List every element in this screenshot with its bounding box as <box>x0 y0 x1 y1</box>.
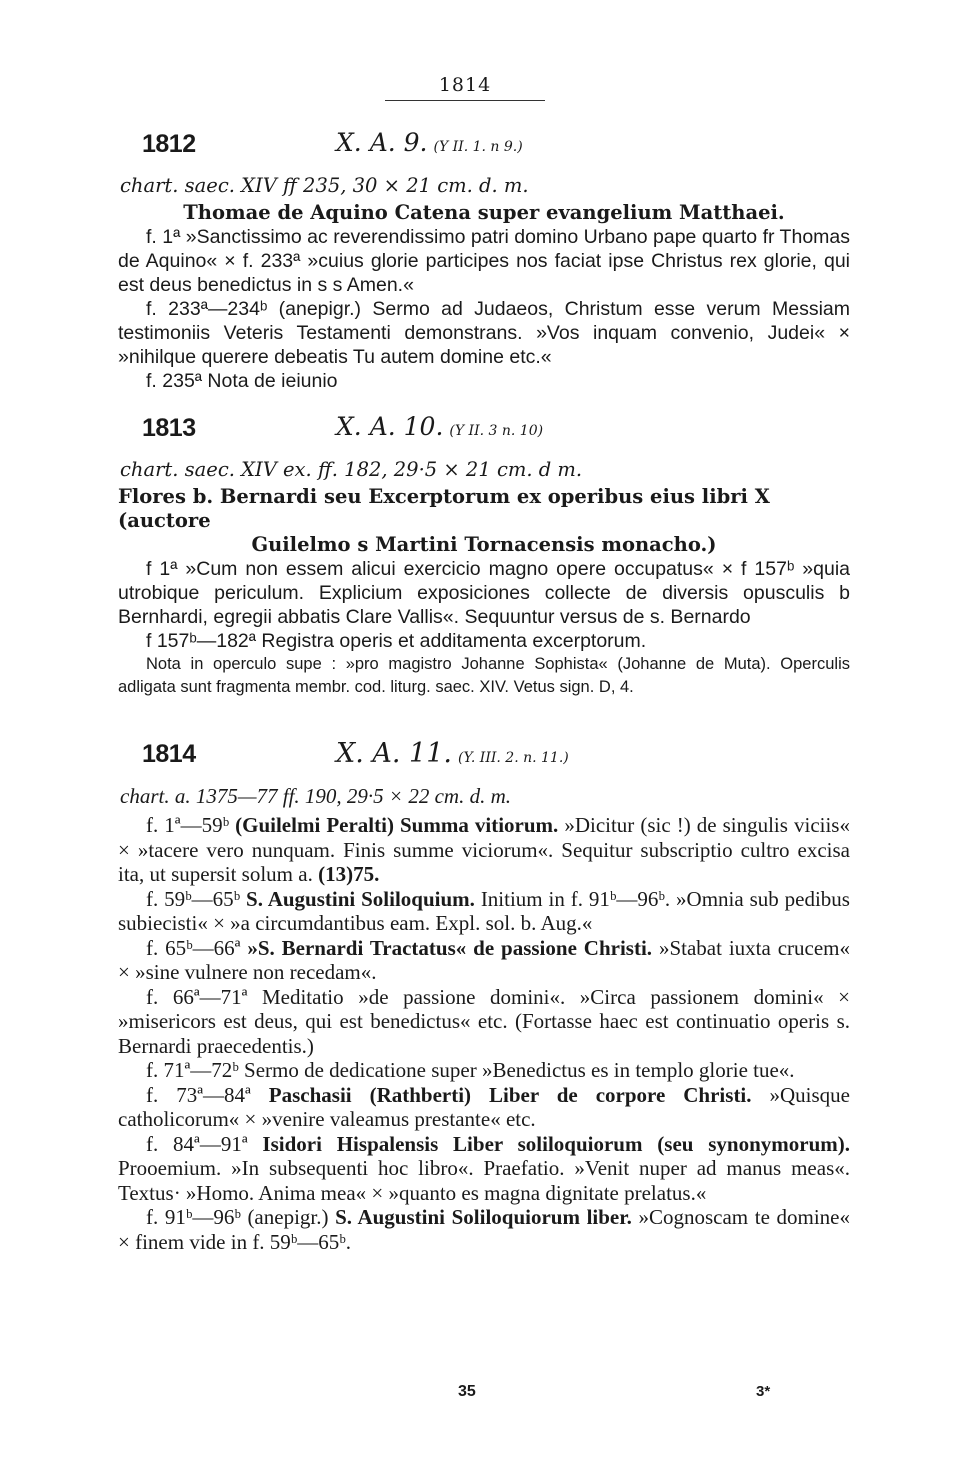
entry-number: 1814 <box>142 740 196 768</box>
signature-text: X. A. 9. <box>336 128 428 157</box>
text-run: »Stabat iuxta crucem« × »sine vulnere non recedam«. <box>118 935 850 984</box>
paragraph <box>118 1132 850 1206</box>
paragraph: f. 233ª—234ᵇ (anepigr.) Sermo ad Judaeos, Christum esse verum Messiam testimoniis Veteris Testamenti demonstrans. »Vos inquam convenio, Judei« × »nihilque querere debeatis Tu autem domine etc.« <box>118 298 850 368</box>
paragraph <box>118 985 850 1059</box>
entry-title: Thomae de Aquino Catena super evangelium Matthaei. <box>183 201 785 224</box>
codicological-meta: chart. saec. XIV ex. ff. 182, 29·5 × 21 cm. d m. <box>120 458 583 481</box>
shelf-signature <box>336 128 523 157</box>
paragraph <box>118 1058 850 1083</box>
text-run: f. 71ª—72ᵇ Sermo de dedicatione super »Benedictus es in templo glorie tue«. <box>146 1058 795 1082</box>
old-signature: (Y II. 1. n 9.) <box>433 139 523 155</box>
bold-title-run: (Guilelmi Peralti) Summa vitiorum. <box>235 813 559 837</box>
bold-title-run: S. Augustini Soliloquium. <box>246 886 475 911</box>
paragraph <box>118 887 850 936</box>
text-run: »Cognoscam te domine« × finem vide in f. 59ᵇ—65ᵇ. <box>118 1205 850 1254</box>
bold-title-run: Paschasii (Rathberti) Liber de corpore Christi. <box>268 1082 752 1107</box>
text-run: f. 1ª—59ᵇ <box>146 813 236 837</box>
text-run: f. 91ᵇ—96ᵇ (anepigr.) <box>146 1205 336 1229</box>
entry-number: 1812 <box>142 130 196 158</box>
entry-title-continued: Guilelmo s Martini Tornacensis monacho.) <box>251 533 717 556</box>
text-run: f. 59ᵇ—65ᵇ <box>146 886 247 911</box>
entry-number: 1813 <box>142 414 196 442</box>
paragraph <box>118 1205 850 1254</box>
entry-header <box>118 128 850 168</box>
paragraph: f 1ª »Cum non essem alicui exercicio magno opere occupatus« × f 157ᵇ »quia utrobique periculum. Explicium exposiciones collecte de diversis opusculis b Bernhardi, egregii abbatis Clare Vallis«. Sequuntur versus de s. Bernardo <box>118 558 850 628</box>
paragraph: f. 1ª »Sanctissimo ac reverendissimo patri domino Urbano pape quarto fr Thomas de Aquino« × f. 233ª »cuius glorie participes nos faciat ipse Christus rex glorie, qui est deus benedictus in s s Amen.« <box>118 226 850 296</box>
text-run: »Dicitur (sic !) de singulis viciis« × »tacere vero nunquam. Finis summe viciorum«. Sequitur subscriptio cultro excisa ita, ut supersit solum a. <box>118 813 850 886</box>
shelf-signature <box>336 412 543 441</box>
entry-body <box>118 225 850 393</box>
paragraph <box>118 936 850 985</box>
entry-title: Flores b. Bernardi seu Excerptorum ex operibus eius libri X (auctore <box>118 485 770 532</box>
signature-text: X. A. 10. <box>336 412 444 441</box>
text-run: Initium in f. 91ᵇ—96ᵇ. »Omnia sub pedibus subiecisti« × »a circumdantibus eam. Expl. sol. b. Aug.« <box>118 886 850 935</box>
old-signature: (Y. III. 2. n. 11.) <box>458 750 569 766</box>
signature-mark: 3* <box>756 1383 771 1400</box>
codicological-meta: chart. a. 1375—77 ff. 190, 29·5 × 22 cm. d. m. <box>120 784 511 808</box>
entry-1813 <box>118 412 850 699</box>
header-rule <box>385 100 545 101</box>
entry-body <box>118 813 850 1254</box>
running-head: 1814 <box>438 74 492 96</box>
text-run: f. 84ª—91ª <box>146 1131 263 1156</box>
entry-header <box>118 738 850 778</box>
text-run: f. 66ª—71ª Meditatio »de passione domini«. »Circa passionem domini« × »misericors est deus, qui est benedictus« etc. (Fortasse haec est continuatio operis s. Bernardi praecedentis.) <box>118 984 850 1058</box>
text-run: f. 73ª—84ª <box>146 1082 269 1107</box>
shelf-signature <box>336 738 569 769</box>
entry-header <box>118 412 850 452</box>
bold-title-run: Isidori Hispalensis Liber soliloquiorum (seu synonymorum). <box>262 1131 850 1156</box>
bold-title-run: S. Augustini Soliloquiorum liber. <box>335 1205 632 1229</box>
text-run: f. 65ᵇ—66ª <box>146 935 248 960</box>
text-run: Prooemium. »In subsequenti hoc libro«. Praefatio. »Venit nuper ad manus meas«. Textus· »Homo. Anima mea« × »quanto es magna dignitate prelatus.« <box>118 1156 850 1205</box>
signature-text: X. A. 11. <box>336 738 452 769</box>
text-run: »Quisque catholicorum« × »venire valeamus prestante« etc. <box>118 1082 850 1131</box>
paragraph <box>118 813 850 887</box>
entry-body <box>118 557 850 653</box>
paragraph: f 157ᵇ—182ª Registra operis et additamenta excerptorum. <box>146 630 647 652</box>
old-signature: (Y II. 3 n. 10) <box>449 423 544 439</box>
entry-note: Nota in operculo supe : »pro magistro Johanne Sophista« (Johanne de Muta). Operculis adligata sunt fragmenta membr. cod. liturg. saec. XIV. Vetus sign. D, 4. <box>118 655 850 696</box>
paragraph: f. 235ª Nota de ieiunio <box>146 370 338 392</box>
paragraph <box>118 1083 850 1132</box>
bold-title-run: »S. Bernardi Tractatus« de passione Christi. <box>247 935 653 960</box>
entry-1814 <box>118 738 850 1254</box>
bold-title-run: (13)75. <box>318 862 380 886</box>
codicological-meta: chart. saec. XIV ff 235, 30 × 21 cm. d. m. <box>120 174 529 197</box>
page-number: 35 <box>458 1383 476 1400</box>
entry-1812 <box>118 128 850 393</box>
